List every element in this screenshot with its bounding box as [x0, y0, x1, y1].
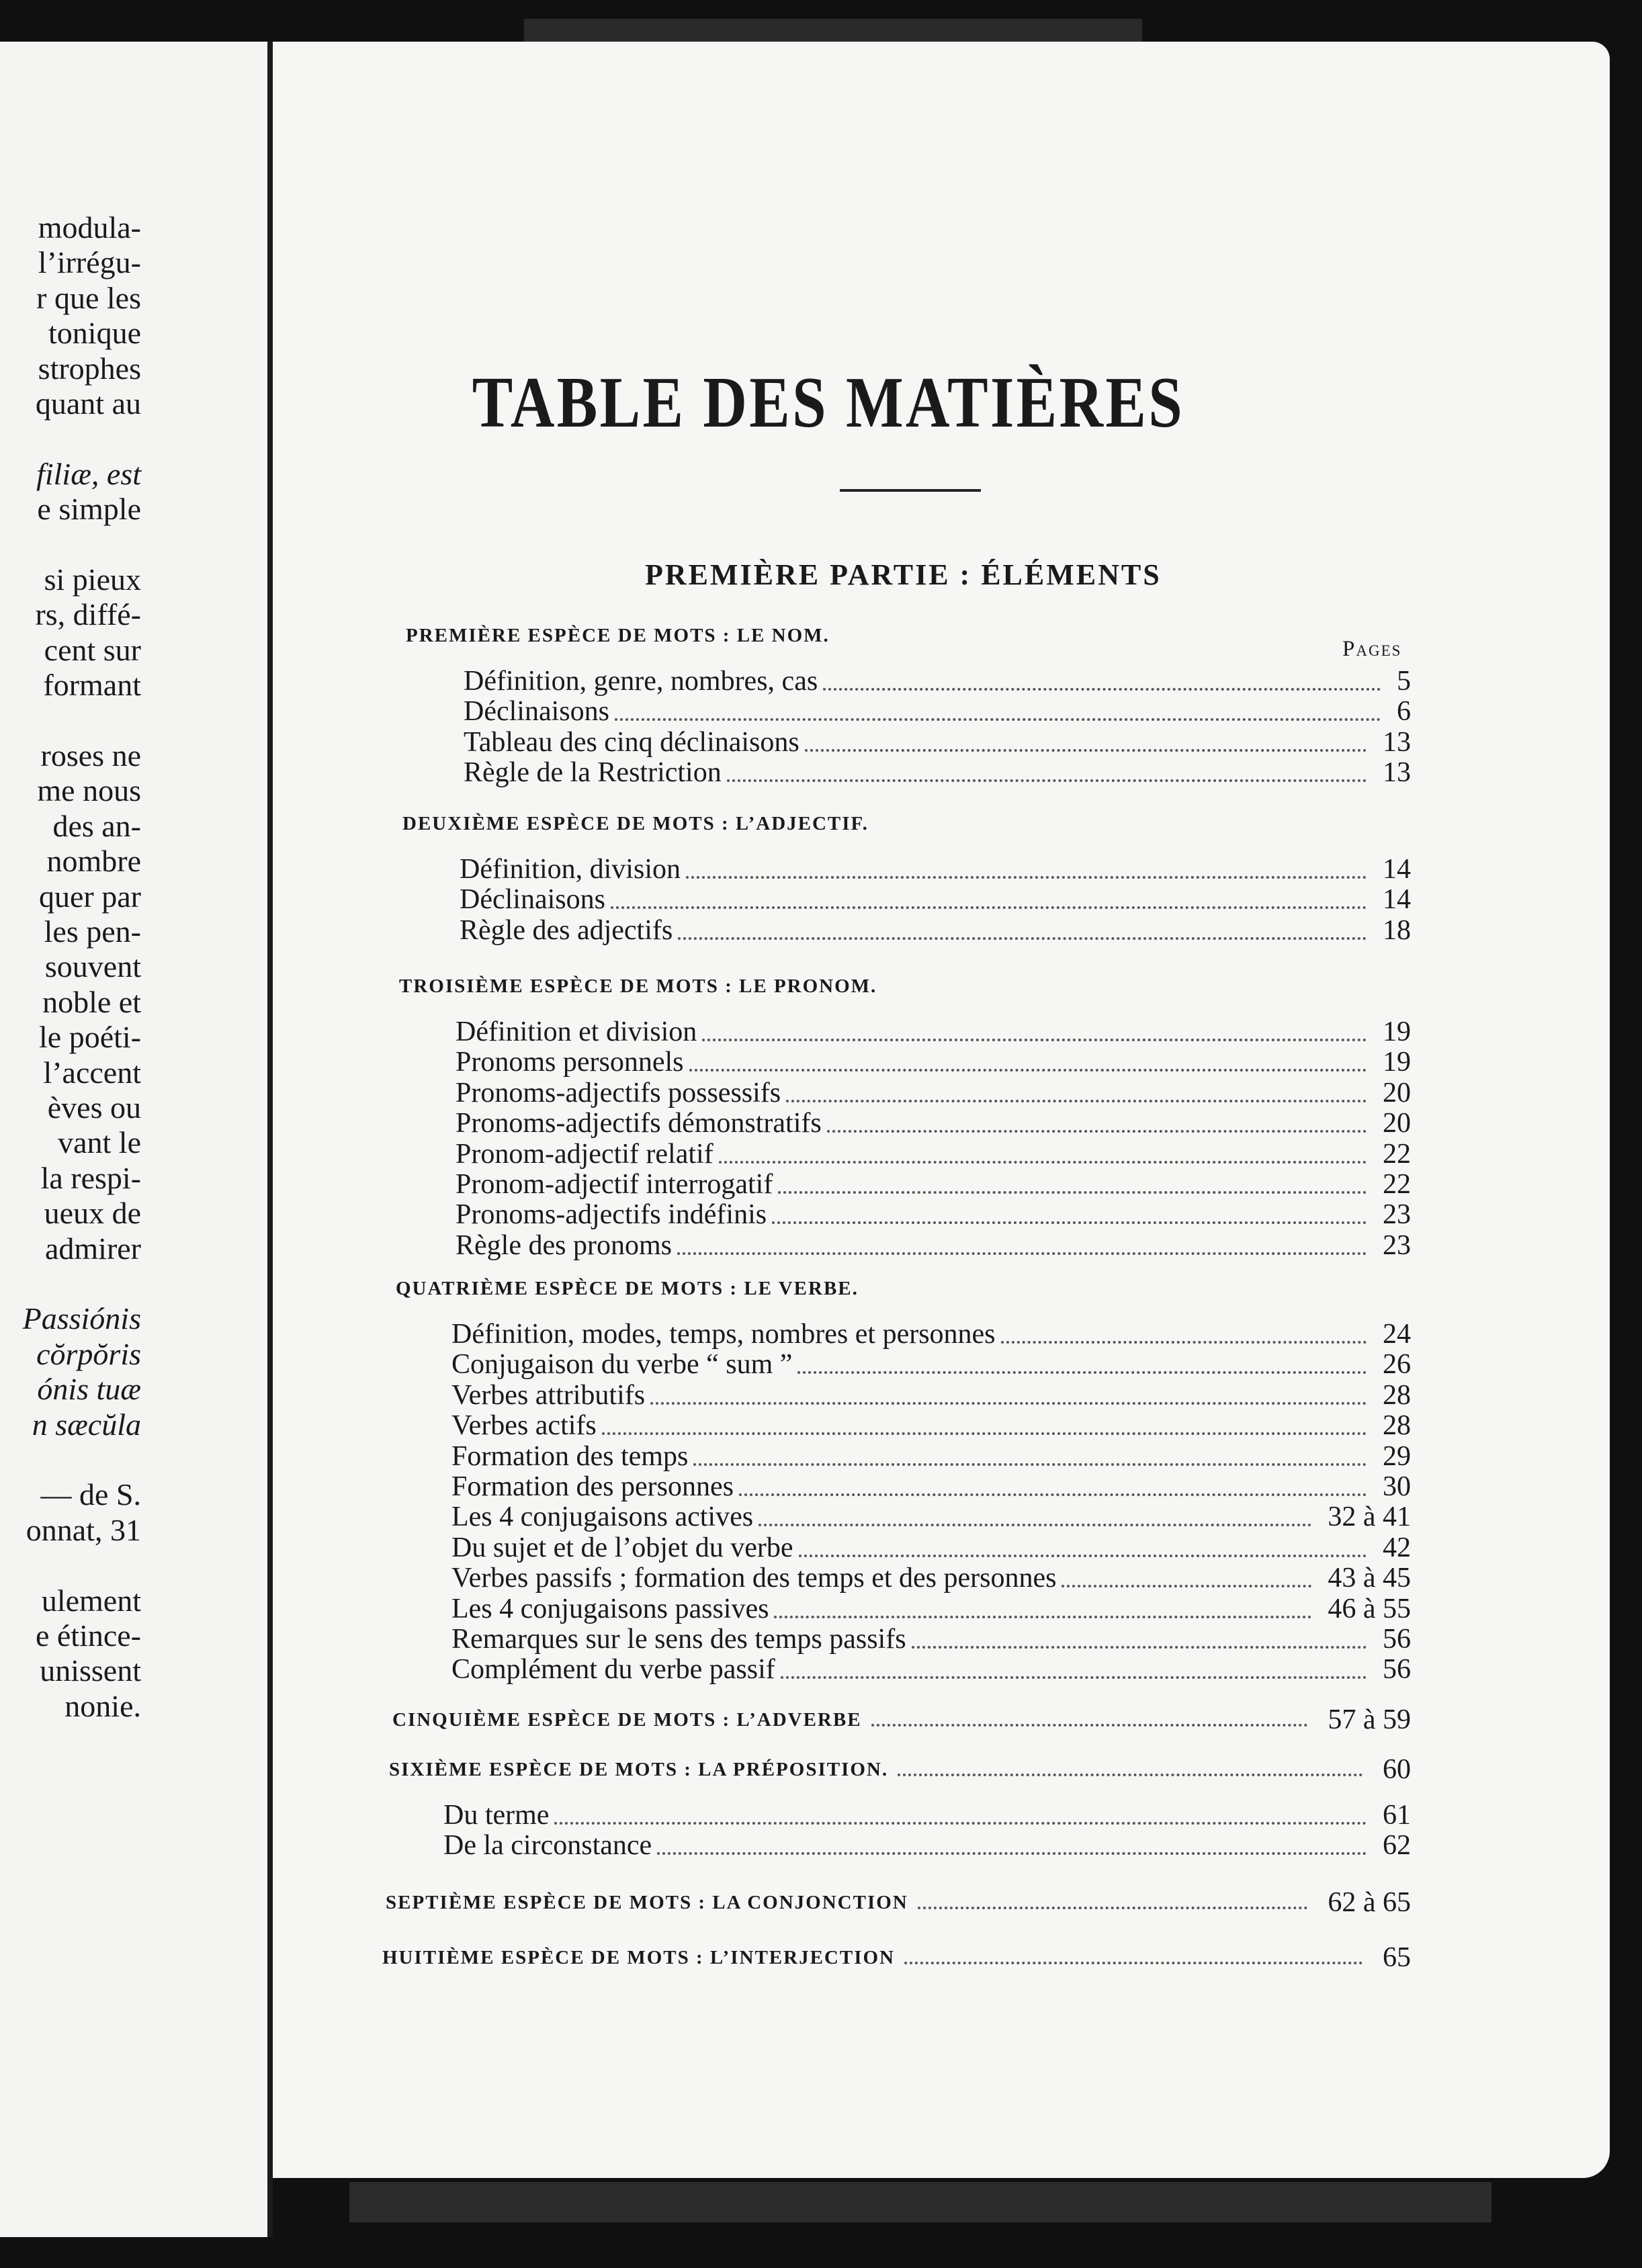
toc-entry: Conjugaison du verbe “ sum ” [451, 1349, 793, 1381]
pages-column-label: Pages [1342, 637, 1402, 661]
dot-leader [554, 1822, 1367, 1825]
toc-page-number: 23 [1383, 1229, 1411, 1261]
toc-page-number: 46 à 55 [1328, 1593, 1411, 1624]
toc-entry: Déclinaisons [460, 884, 605, 916]
dot-leader [602, 1432, 1367, 1435]
toc-entry: Formation des personnes [451, 1471, 734, 1502]
left-page-line: quant au [35, 386, 141, 421]
dot-leader [693, 1463, 1367, 1466]
dot-leader [786, 1100, 1367, 1102]
left-page-line: r que les [36, 280, 141, 315]
dot-leader [686, 876, 1367, 879]
toc-entry: Remarques sur le sens des temps passifs [451, 1624, 906, 1655]
left-page-line: quer par [39, 879, 141, 914]
toc-page-number: 26 [1383, 1349, 1411, 1381]
toc-entry: Définition et division [456, 1016, 697, 1047]
toc-entry: Définition, genre, nombres, cas [464, 666, 818, 697]
toc-section-heading: DEUXIÈME ESPÈCE DE MOTS : L’ADJECTIF. [402, 813, 869, 834]
left-page-line: roses ne [40, 738, 141, 773]
toc-page-number: 28 [1383, 1410, 1411, 1442]
toc-entry: Définition, division [460, 854, 681, 885]
left-page-line: cent sur [44, 632, 141, 667]
dot-leader [898, 1774, 1363, 1776]
dot-leader [918, 1907, 1308, 1909]
toc-entry: Pronoms-adjectifs possessifs [456, 1077, 781, 1108]
toc-page-number: 14 [1383, 854, 1411, 885]
dot-leader [689, 1069, 1367, 1072]
dot-leader [1062, 1585, 1311, 1587]
left-page-line: les pen- [44, 914, 141, 949]
dot-leader [615, 718, 1381, 721]
toc-entry: Définition, modes, temps, nombres et personnes [451, 1319, 996, 1350]
toc-page-number: 20 [1383, 1108, 1411, 1139]
toc-section-heading: SEPTIÈME ESPÈCE DE MOTS : LA CONJONCTION [386, 1892, 908, 1913]
toc-page-number: 22 [1383, 1169, 1411, 1200]
toc-page-number: 13 [1383, 726, 1411, 758]
toc-page-number: 62 à 65 [1328, 1887, 1411, 1918]
dot-leader [799, 1555, 1367, 1557]
toc-page-number: 18 [1383, 914, 1411, 946]
dot-leader [759, 1524, 1311, 1526]
dot-leader [677, 1252, 1367, 1255]
toc-entry: Pronom-adjectif relatif [456, 1138, 714, 1170]
left-page-line: la respi- [40, 1160, 141, 1195]
toc-page-number: 56 [1383, 1654, 1411, 1686]
toc-page-number: 62 [1383, 1830, 1411, 1862]
toc-page-number: 43 à 45 [1328, 1563, 1411, 1594]
toc-page-number: 20 [1383, 1077, 1411, 1108]
left-page-line: ulement [41, 1583, 141, 1618]
toc-page-number: 28 [1383, 1379, 1411, 1411]
dot-leader [871, 1724, 1308, 1727]
dot-leader [827, 1130, 1367, 1133]
toc-page-number: 24 [1383, 1319, 1411, 1350]
left-page-line: filiæ, est [36, 456, 141, 491]
left-page-line: noble et [42, 984, 141, 1019]
left-page-line: e étince- [35, 1618, 141, 1653]
dot-leader [657, 1852, 1367, 1855]
left-page-line: l’irrégu- [38, 245, 141, 280]
toc-page-number: 61 [1383, 1800, 1411, 1831]
toc-entry: Pronom-adjectif interrogatif [456, 1169, 773, 1200]
left-page-line: tonique [48, 316, 141, 351]
toc-entry: Règle de la Restriction [464, 757, 722, 789]
part-heading: PREMIÈRE PARTIE : ÉLÉMENTS [645, 558, 1162, 591]
toc-entry: Règle des adjectifs [460, 914, 673, 946]
toc-section-heading: HUITIÈME ESPÈCE DE MOTS : L’INTERJECTION [382, 1947, 895, 1968]
left-page-line: le poéti- [39, 1020, 141, 1055]
title-rule [840, 489, 981, 492]
left-page-line: unissent [40, 1653, 141, 1688]
toc-entry: De la circonstance [443, 1830, 652, 1862]
left-page-line: formant [43, 668, 141, 703]
toc-page-number: 14 [1383, 884, 1411, 916]
left-page-line: nombre [46, 844, 141, 879]
left-page-line: l’accent [43, 1055, 141, 1090]
dot-leader [904, 1962, 1363, 1964]
toc-page-number: 5 [1397, 666, 1411, 697]
toc-entry: Pronoms personnels [456, 1047, 684, 1078]
dot-leader [781, 1676, 1367, 1679]
toc-page-number: 32 à 41 [1328, 1501, 1411, 1533]
toc-page-number: 23 [1383, 1199, 1411, 1231]
left-page-line: vant le [58, 1125, 141, 1160]
left-page-line: modula- [38, 210, 141, 245]
toc-entry: Pronoms-adjectifs indéfinis [456, 1199, 767, 1231]
toc-entry: Complément du verbe passif [451, 1654, 775, 1686]
dot-leader [778, 1191, 1367, 1194]
toc-entry: Verbes actifs [451, 1410, 597, 1442]
left-page-line: strophes [38, 351, 141, 386]
left-page-line: des an- [52, 808, 141, 843]
toc-page-number: 29 [1383, 1440, 1411, 1472]
toc-entry: Verbes passifs ; formation des temps et des personnes [451, 1563, 1057, 1594]
toc-page-number: 57 à 59 [1328, 1704, 1411, 1735]
toc-section-heading: QUATRIÈME ESPÈCE DE MOTS : LE VERBE. [396, 1278, 859, 1299]
left-page-line: ónis tuæ [37, 1372, 141, 1407]
toc-entry: Déclinaisons [464, 696, 609, 728]
toc-page-number: 56 [1383, 1624, 1411, 1655]
dot-leader [678, 937, 1367, 940]
toc-entry: Du terme [443, 1800, 550, 1831]
dot-leader [912, 1646, 1367, 1649]
left-page-line: onnat, 31 [26, 1512, 141, 1547]
dot-leader [797, 1371, 1367, 1374]
left-page-line: ueux de [44, 1196, 141, 1231]
toc-page-number: 19 [1383, 1016, 1411, 1047]
toc-page-number: 13 [1383, 757, 1411, 789]
toc-page-number: 60 [1383, 1754, 1411, 1785]
toc-page-number: 42 [1383, 1532, 1411, 1563]
toc-entry: Formation des temps [451, 1440, 689, 1472]
dot-leader [1001, 1341, 1367, 1344]
toc-entry: Les 4 conjugaisons passives [451, 1593, 769, 1624]
toc-entry: Les 4 conjugaisons actives [451, 1501, 754, 1533]
toc-entry: Règle des pronoms [456, 1229, 672, 1261]
dot-leader [805, 749, 1367, 752]
toc-page-number: 6 [1397, 696, 1411, 728]
left-page-line: Passiónis [22, 1301, 141, 1336]
dot-leader [772, 1221, 1367, 1224]
toc-page-number: 19 [1383, 1047, 1411, 1078]
dot-leader [650, 1402, 1367, 1405]
left-page-line: nonie. [64, 1688, 141, 1723]
toc-page-number: 30 [1383, 1471, 1411, 1502]
toc-section-heading: PREMIÈRE ESPÈCE DE MOTS : LE NOM. [406, 625, 830, 646]
left-page-line: n sæcŭla [32, 1407, 141, 1442]
dot-leader [611, 906, 1367, 909]
toc-page-number: 22 [1383, 1138, 1411, 1170]
left-page-line: rs, diffé- [35, 597, 141, 632]
toc-entry: Tableau des cinq déclinaisons [464, 726, 800, 758]
dot-leader [727, 779, 1367, 782]
toc-section-heading: TROISIÈME ESPÈCE DE MOTS : LE PRONOM. [399, 975, 877, 997]
left-page-line: — de S. [40, 1477, 141, 1512]
dot-leader [702, 1039, 1367, 1041]
dot-leader [719, 1161, 1367, 1164]
dot-leader [823, 688, 1381, 691]
left-page-line: souvent [44, 949, 141, 984]
left-page-line: èves ou [47, 1090, 141, 1125]
toc-entry: Verbes attributifs [451, 1379, 646, 1411]
toc-section-heading: SIXIÈME ESPÈCE DE MOTS : LA PRÉPOSITION. [389, 1759, 889, 1780]
toc-entry: Du sujet et de l’objet du verbe [451, 1532, 793, 1563]
left-page-line: admirer [44, 1231, 141, 1266]
left-page-line: si pieux [44, 562, 141, 597]
scan-edge-bottom [349, 2182, 1492, 2222]
dot-leader [774, 1616, 1311, 1618]
left-page-line: cŏrpŏris [36, 1336, 141, 1371]
toc-entry: Pronoms-adjectifs démonstratifs [456, 1108, 822, 1139]
toc-page-number: 65 [1383, 1942, 1411, 1973]
dot-leader [739, 1493, 1367, 1496]
left-page-line: e simple [37, 492, 141, 527]
toc-section-heading: CINQUIÈME ESPÈCE DE MOTS : L’ADVERBE [392, 1709, 862, 1731]
page-title: TABLE DES MATIÈRES [472, 363, 1185, 443]
left-page-line: me nous [37, 773, 141, 808]
